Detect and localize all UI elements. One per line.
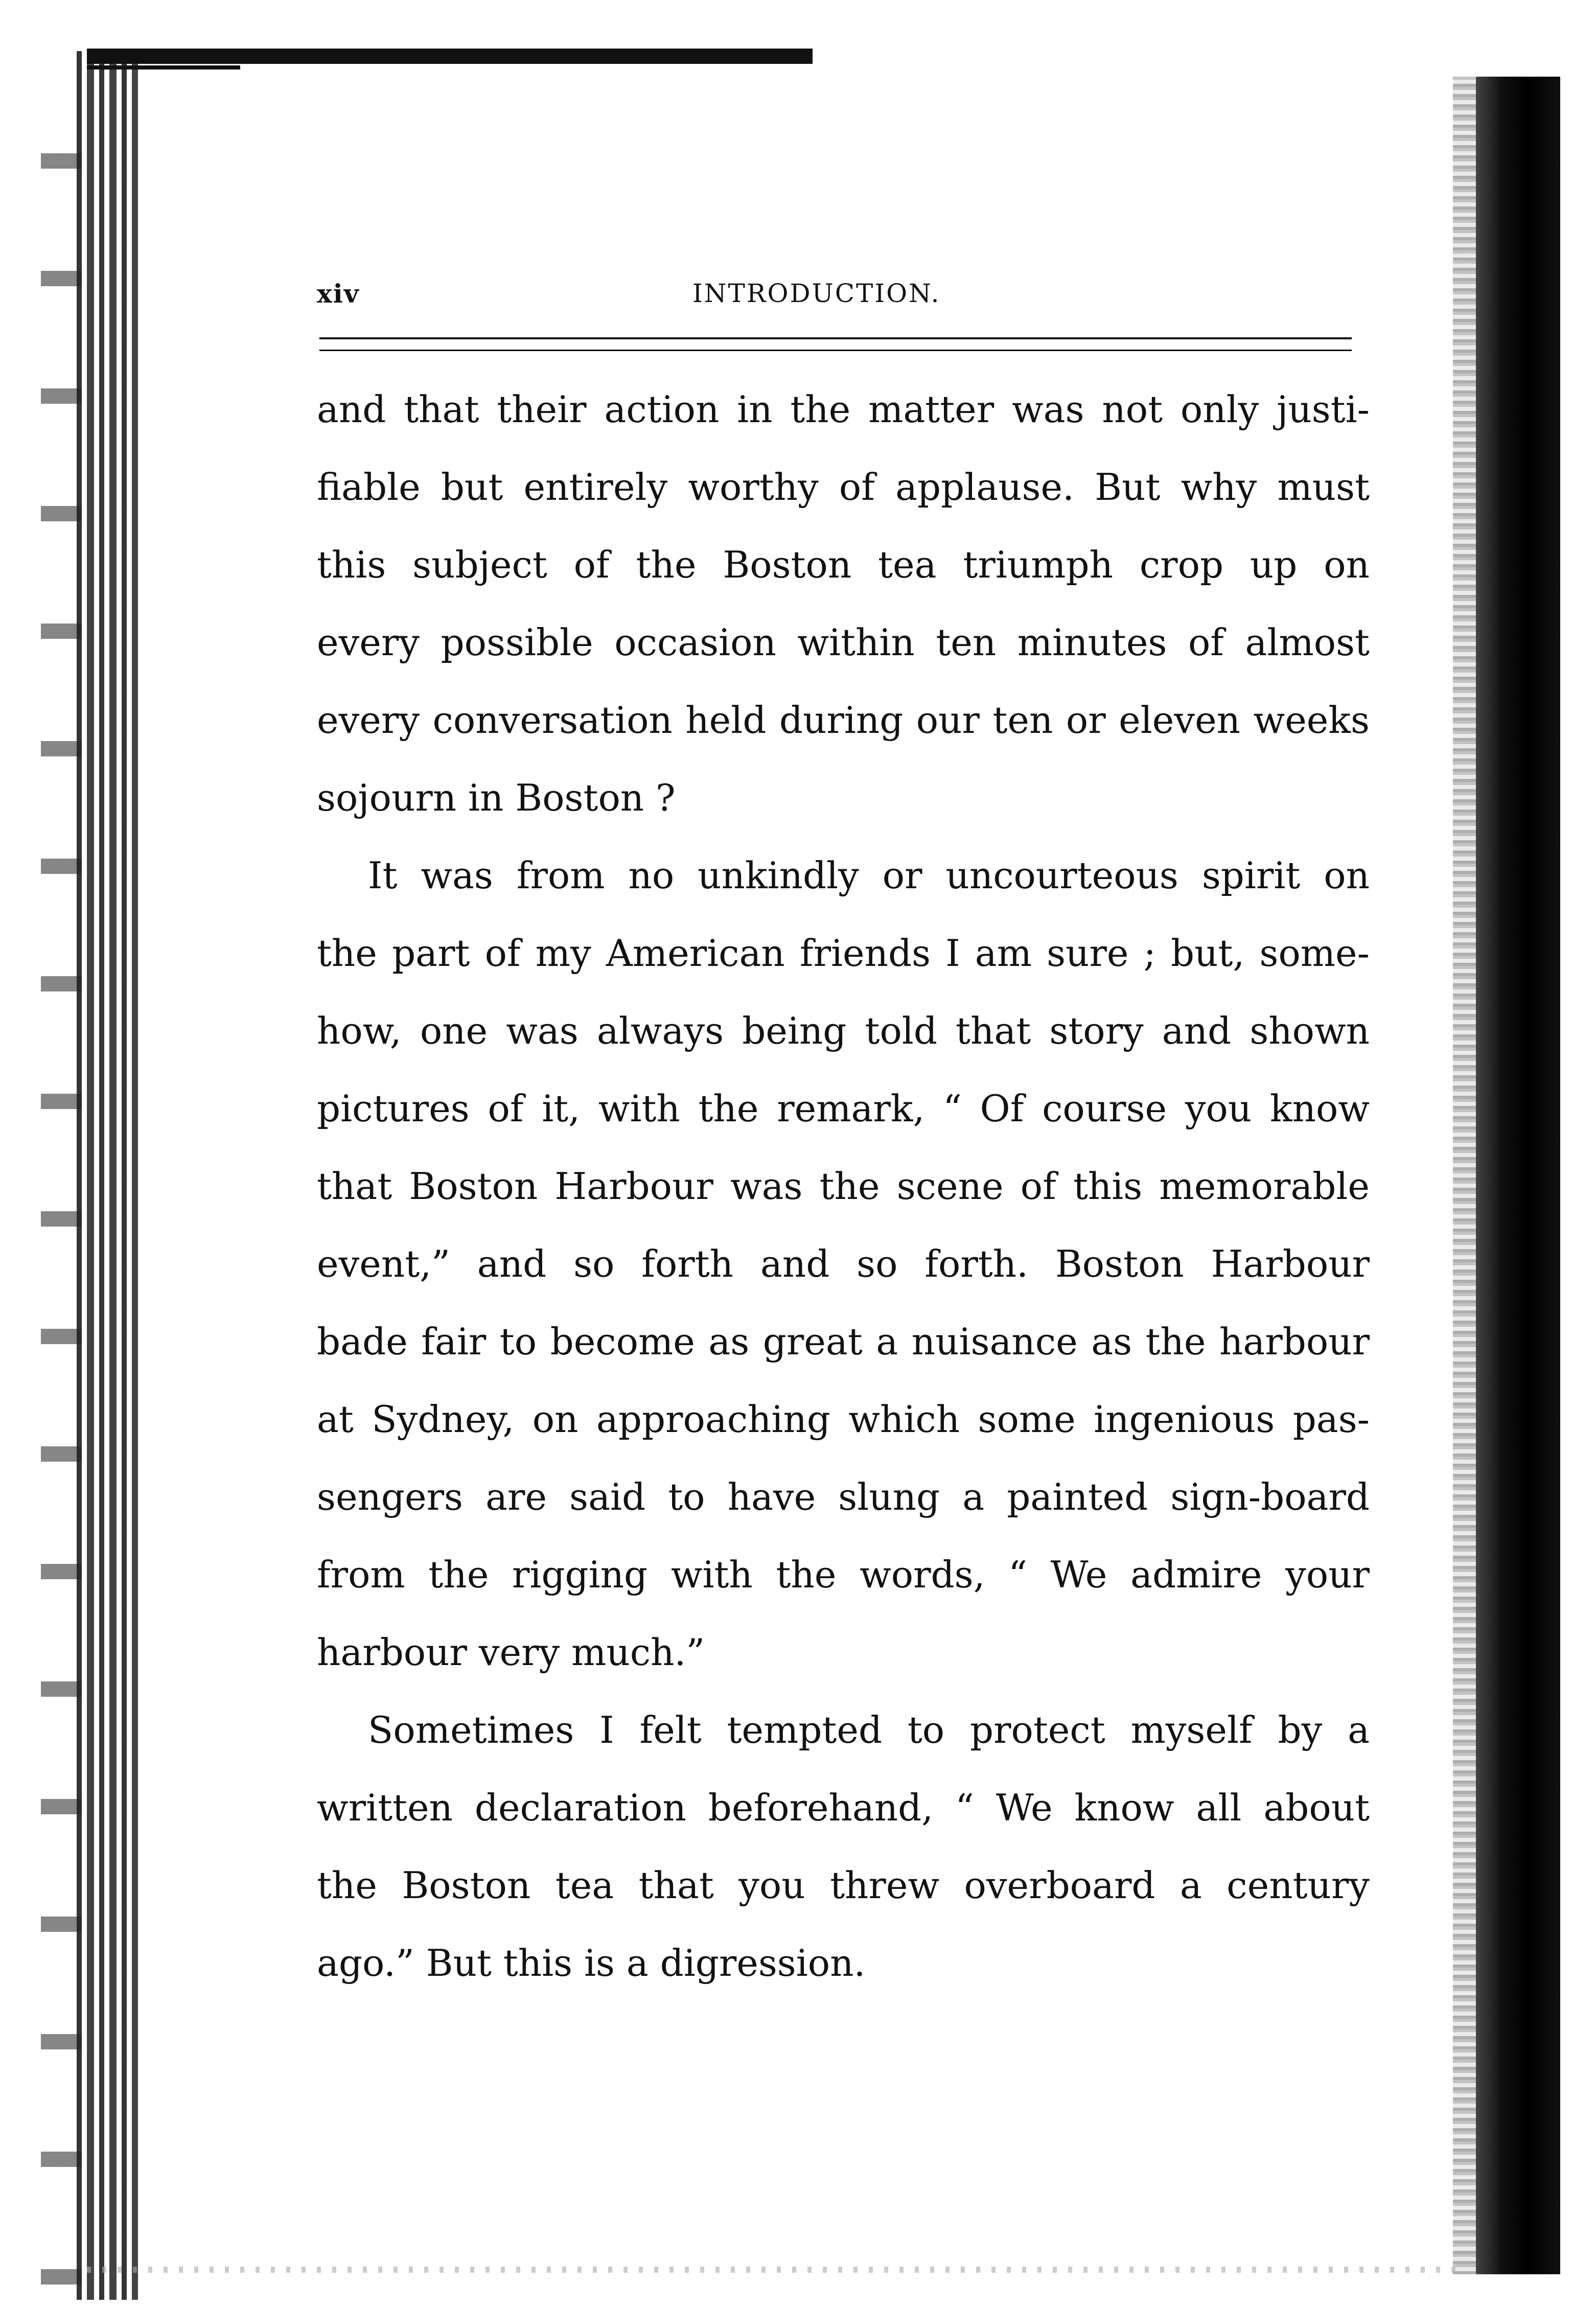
text-line: ago.” But this is a digression.: [317, 1942, 866, 1984]
text-line: written declaration beforehand, “ We know all about: [317, 1786, 1370, 1829]
text-line: fiable but entirely worthy of applause. But why must: [317, 466, 1370, 509]
page-edge-shadow: [1476, 77, 1560, 2274]
page-binding-shadow: [77, 51, 138, 2300]
text-line: from the rigging with the words, “ We admire your: [317, 1553, 1370, 1596]
header-rule: [319, 337, 1352, 351]
text-line: every possible occasion within ten minutes of almost: [317, 621, 1370, 664]
text-line: event,” and so forth and so forth. Boston Harbour: [317, 1242, 1370, 1285]
paragraph-1: [317, 371, 1370, 837]
text-line: this subject of the Boston tea triumph crop up on: [317, 543, 1370, 586]
text-line: that Boston Harbour was the scene of this memorable: [317, 1165, 1370, 1208]
running-head: INTRODUCTION.: [692, 279, 941, 308]
text-line: at Sydney, on approaching which some ingenious pas-: [317, 1398, 1370, 1441]
scan-noise-bottom: [87, 2267, 1467, 2273]
page-header: [317, 279, 1354, 319]
text-line: sojourn in Boston ?: [317, 776, 676, 819]
text-line: how, one was always being told that story and shown: [317, 1009, 1370, 1052]
paragraph-2: [317, 837, 1370, 1691]
text-line: bade fair to become as great a nuisance as the harbour: [317, 1320, 1370, 1363]
scan-noise-left: [41, 92, 82, 2290]
text-line: the part of my American friends I am sure ; but, some-: [317, 932, 1370, 975]
text-line: It was from no unkindly or uncourteous spirit on: [368, 854, 1370, 897]
text-line: pictures of it, with the remark, “ Of course you know: [317, 1087, 1370, 1130]
text-line: and that their action in the matter was not only justi-: [317, 388, 1370, 431]
text-line: every conversation held during our ten or eleven weeks: [317, 699, 1370, 742]
text-line: harbour very much.”: [317, 1631, 705, 1674]
text-line: the Boston tea that you threw overboard a century: [317, 1864, 1370, 1907]
scan-top-edge-2: [87, 65, 240, 70]
text-line: sengers are said to have slung a painted sign-board: [317, 1475, 1370, 1518]
paragraph-3: [317, 1691, 1370, 2002]
page-number: xiv: [317, 279, 360, 309]
scan-top-edge: [87, 49, 813, 64]
body-text: [317, 371, 1370, 2002]
text-line: Sometimes I felt tempted to protect myself by a: [368, 1709, 1370, 1751]
